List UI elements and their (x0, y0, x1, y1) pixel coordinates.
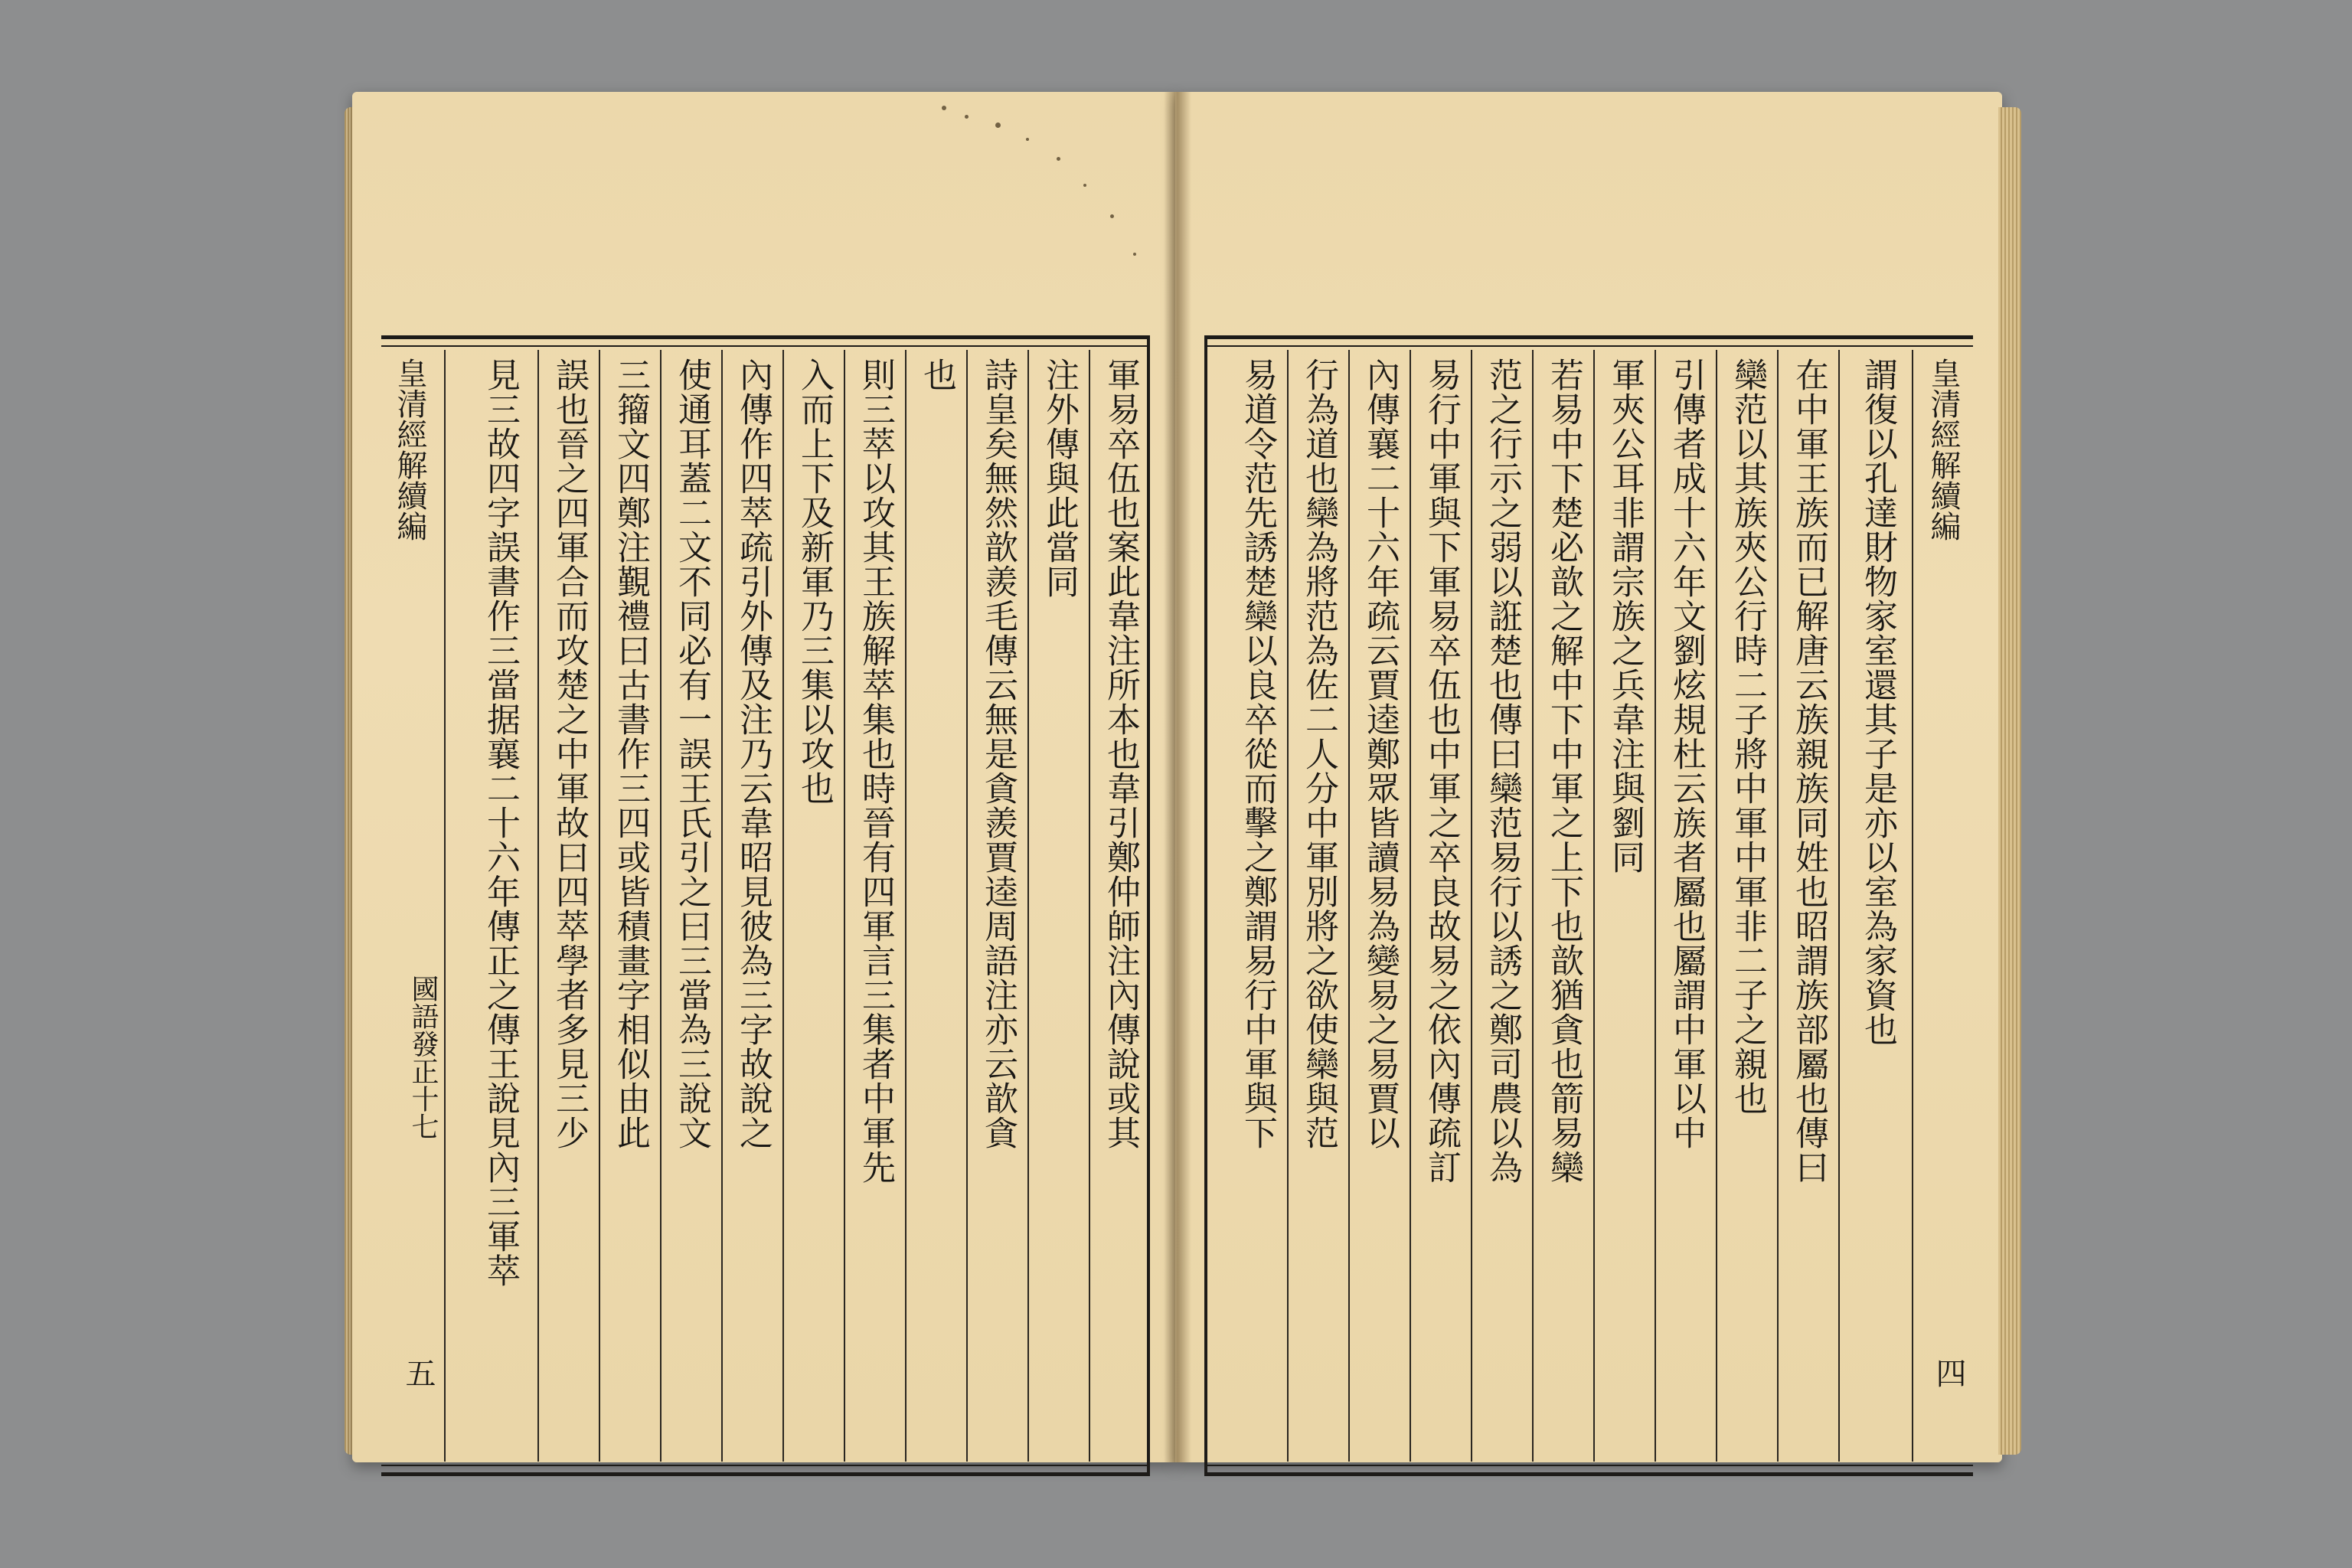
left-column-8: 使通耳蓋二文不同必有一誤王氏引之曰三當為三說文 (672, 358, 711, 1150)
ink-speck (942, 106, 946, 110)
ink-speck (995, 122, 1001, 128)
ink-speck (1133, 253, 1136, 256)
left-column-3: 詩皇矣無然歆羨毛傳云無是貪羨賈逵周語注亦云歆貪 (978, 358, 1018, 1150)
book-gutter (1164, 92, 1191, 1462)
right-column-6: 若易中下楚必歆之解中下中軍之上下也歆猶貪也箭易欒 (1544, 358, 1583, 1184)
left-column-11: 見三故四字誤書作三當据襄二十六年傳正之傳王說見內三軍萃 (481, 358, 520, 1288)
right-column-2: 在中軍王族而已解唐云族親族同姓也昭謂族部屬也傳曰 (1789, 358, 1828, 1184)
right-column-3: 欒范以其族夾公行時二子將中軍中軍非二子之親也 (1728, 358, 1767, 1116)
left-column-4: 也 (917, 358, 956, 392)
right-column-11: 易道令范先誘楚欒以良卒從而擊之鄭謂易行中軍與下 (1238, 358, 1277, 1150)
right-print-frame (1204, 335, 1973, 1476)
right-page (1175, 92, 2002, 1462)
left-column-7: 內傳作四萃疏引外傳及注乃云韋昭見彼為三字故說之 (733, 358, 773, 1150)
right-column-5: 軍夾公耳非謂宗族之兵韋注與劉同 (1606, 358, 1645, 874)
left-column-2: 注外傳與此當同 (1040, 358, 1079, 599)
open-book (345, 92, 2029, 1485)
right-column-9: 內傳襄二十六年疏云賈逵鄭眾皆讀易為變易之易賈以 (1361, 358, 1400, 1150)
ink-speck (965, 115, 969, 119)
left-margin-title: 皇清經解續編 (392, 358, 427, 541)
right-folio-number: 四 (1931, 1357, 1966, 1388)
left-margin-subtitle: 國語發正十七 (407, 975, 439, 1140)
right-margin-title: 皇清經解續編 (1926, 358, 1961, 541)
left-column-6: 入而上下及新軍乃三集以攻也 (795, 358, 834, 805)
left-column-10: 誤也晉之四軍合而攻楚之中軍故曰四萃學者多見三少 (550, 358, 589, 1150)
ink-speck (1110, 214, 1114, 218)
left-column-1: 軍易卒伍也案此韋注所本也韋引鄭仲師注內傳說或其 (1101, 358, 1140, 1150)
right-column-10: 行為道也欒為將范為佐二人分中軍別將之欲使欒與范 (1299, 358, 1338, 1150)
left-column-9: 三籀文四鄭注覲禮曰古書作三四或皆積畫字相似由此 (611, 358, 650, 1150)
right-column-1: 謂復以孔達財物家室還其子是亦以室為家資也 (1858, 358, 1897, 1047)
left-folio-number: 五 (400, 1357, 436, 1388)
ink-speck (1083, 184, 1086, 187)
right-column-8: 易行中軍與下軍易卒伍也中軍之卒良故易之依內傳疏訂 (1422, 358, 1461, 1184)
ink-speck (1026, 138, 1029, 141)
right-column-7: 范之行示之弱以誑楚也傳曰欒范易行以誘之鄭司農以為 (1483, 358, 1522, 1184)
left-column-5: 則三萃以攻其王族解萃集也時晉有四軍言三集者中軍先 (856, 358, 895, 1184)
left-page (352, 92, 1175, 1462)
right-page-edges (1998, 107, 2021, 1455)
right-column-4: 引傳者成十六年文劉炫規杜云族者屬也屬謂中軍以中 (1667, 358, 1706, 1150)
left-print-frame (381, 335, 1150, 1476)
ink-speck (1057, 157, 1060, 161)
